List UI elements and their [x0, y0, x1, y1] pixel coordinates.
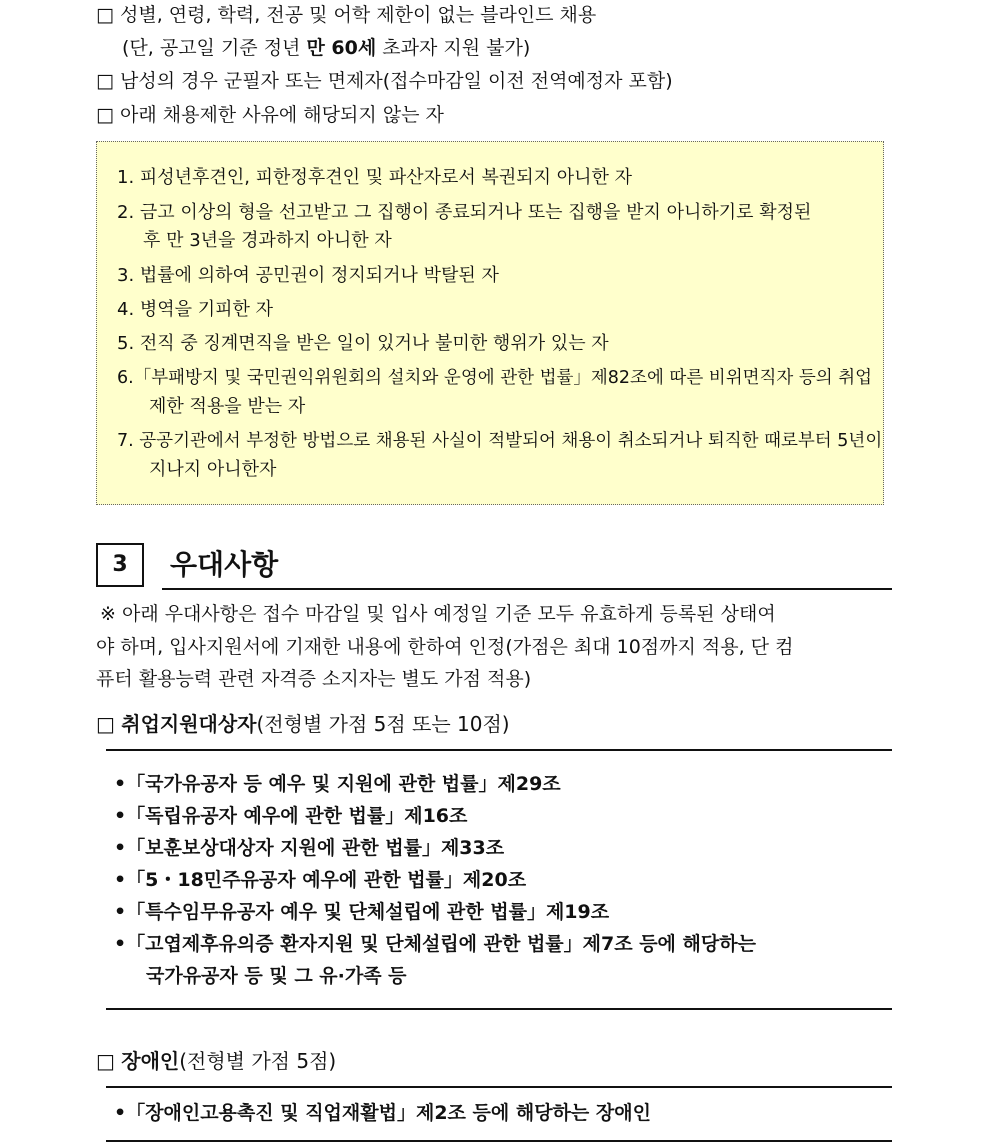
veterans-bottom-rule: [106, 1008, 892, 1010]
veterans-top-rule: [106, 749, 892, 751]
veterans-heading: [96, 711, 510, 737]
disabled-heading-box: □: [96, 1049, 122, 1073]
eligibility-blind-hiring: □ 성별, 연령, 학력, 전공 및 어학 제한이 없는 블라인드 채용: [96, 4, 597, 26]
eligibility-restriction-intro: □ 아래 채용제한 사유에 해당되지 않는 자: [96, 104, 444, 126]
restriction-item-6: 6.「부패방지 및 국민권익위원회의 설치와 운영에 관한 법률」제82조에 따른 비위면직자 등의 취업: [117, 368, 873, 388]
restriction-item-5: 5. 전직 중 징계면직을 받은 일이 있거나 불미한 행위가 있는 자: [117, 333, 609, 354]
restriction-item-2: 2. 금고 이상의 형을 선고받고 그 집행이 종료되거나 또는 집행을 받지 아니하기로 확정된: [117, 202, 812, 223]
section-number: 3: [96, 543, 144, 587]
eligibility-military: □ 남성의 경우 군필자 또는 면제자(접수마감일 이전 전역예정자 포함): [96, 70, 673, 92]
restriction-item-7: 7. 공공기관에서 부정한 방법으로 채용된 사실이 적발되어 채용이 취소되거나 퇴직한 때로부터 5년이: [117, 431, 883, 451]
disabled-top-rule: [106, 1086, 892, 1088]
section-title-underline: [162, 588, 892, 590]
disabled-heading: [96, 1048, 336, 1074]
veterans-item-4: •「5・18민주유공자 예우에 관한 법률」제20조: [114, 869, 527, 891]
veterans-item-3: •「보훈보상대상자 지원에 관한 법률」제33조: [114, 837, 505, 859]
notice-line-1: ※ 아래 우대사항은 접수 마감일 및 입사 예정일 기준 모두 유효하게 등록된 상태여: [100, 603, 776, 625]
age-note-bold: 만 60세: [306, 37, 377, 59]
notice-line-3: 퓨터 활용능력 관련 자격증 소지자는 별도 가점 적용): [96, 668, 532, 690]
disabled-heading-bold: 장애인: [121, 1049, 180, 1073]
veterans-heading-bold: 취업지원대상자: [121, 712, 257, 736]
restriction-item-1: 1. 피성년후견인, 피한정후견인 및 파산자로서 복권되지 아니한 자: [117, 167, 633, 188]
veterans-item-2: •「독립유공자 예우에 관한 법률」제16조: [114, 805, 468, 827]
disabled-bottom-rule: [106, 1140, 892, 1142]
restriction-item-3: 3. 법률에 의하여 공민권이 정지되거나 박탈된 자: [117, 265, 499, 286]
restriction-item-6-cont: 제한 적용을 받는 자: [149, 396, 306, 417]
disabled-item: •「장애인고용촉진 및 직업재활법」제2조 등에 해당하는 장애인: [114, 1102, 651, 1124]
restriction-item-7-cont: 지나지 아니한자: [149, 459, 277, 480]
restriction-item-4: 4. 병역을 기피한 자: [117, 299, 274, 320]
section-title: 우대사항: [170, 548, 279, 581]
veterans-item-1: •「국가유공자 등 예우 및 지원에 관한 법률」제29조: [114, 773, 561, 795]
veterans-item-6: •「고엽제후유의증 환자지원 및 단체설립에 관한 법률」제7조 등에 해당하는: [114, 933, 756, 955]
notice-line-2: 야 하며, 입사지원서에 기재한 내용에 한하여 인정(가점은 최대 10점까지 적용, 단 컴: [96, 636, 794, 658]
eligibility-age-note: [122, 35, 530, 61]
age-note-post: 초과자 지원 불가): [376, 37, 531, 59]
restriction-box: [96, 141, 884, 505]
veterans-item-6-cont: 국가유공자 등 및 그 유·가족 등: [146, 965, 407, 987]
age-note-pre: (단, 공고일 기준 정년: [122, 37, 307, 59]
disabled-heading-rest: (전형별 가점 5점): [179, 1049, 337, 1073]
veterans-item-5: •「특수임무유공자 예우 및 단체설립에 관한 법률」제19조: [114, 901, 610, 923]
restriction-item-2-cont: 후 만 3년을 경과하지 아니한 자: [143, 230, 392, 251]
veterans-heading-box: □: [96, 712, 122, 736]
veterans-heading-rest: (전형별 가점 5점 또는 10점): [256, 712, 510, 736]
